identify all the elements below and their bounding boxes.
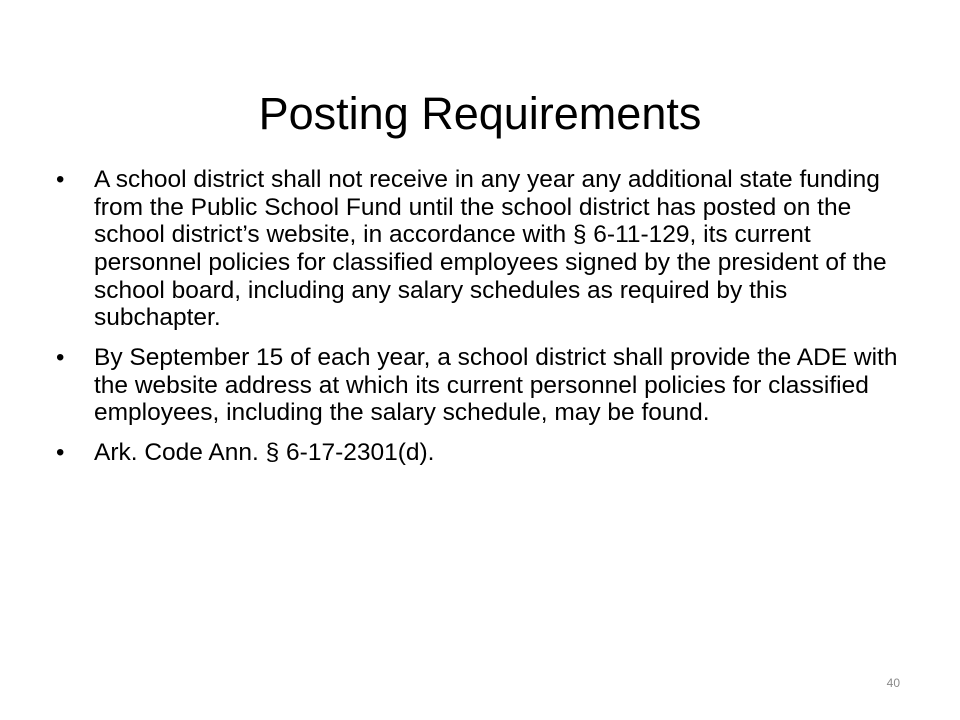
bullet-text: A school district shall not receive in any year any additional state funding from the Public School Fund until the school district has posted on the school district’s website, in accordance with § 6-11-129, its current personnel policies for classified employees signed by the president of the school board, including any salary schedules as required by this subchapter.	[94, 166, 887, 332]
bullet-icon: •	[56, 439, 65, 467]
page-number: 40	[886, 676, 900, 690]
bullet-list	[56, 166, 920, 479]
slide-title: Posting Requirements	[258, 88, 702, 140]
bullet-item-funding-requirement	[56, 166, 920, 332]
bullet-icon: •	[56, 166, 65, 193]
bullet-item-code-citation	[56, 439, 920, 467]
bullet-text: Ark. Code Ann. § 6-17-2301(d).	[94, 439, 435, 467]
bullet-icon: •	[56, 344, 65, 372]
bullet-item-september-deadline	[56, 344, 920, 427]
bullet-text: By September 15 of each year, a school district shall provide the ADE with the website address at which its current personnel policies for classified employees, including the salary schedule, may be found.	[94, 344, 898, 427]
